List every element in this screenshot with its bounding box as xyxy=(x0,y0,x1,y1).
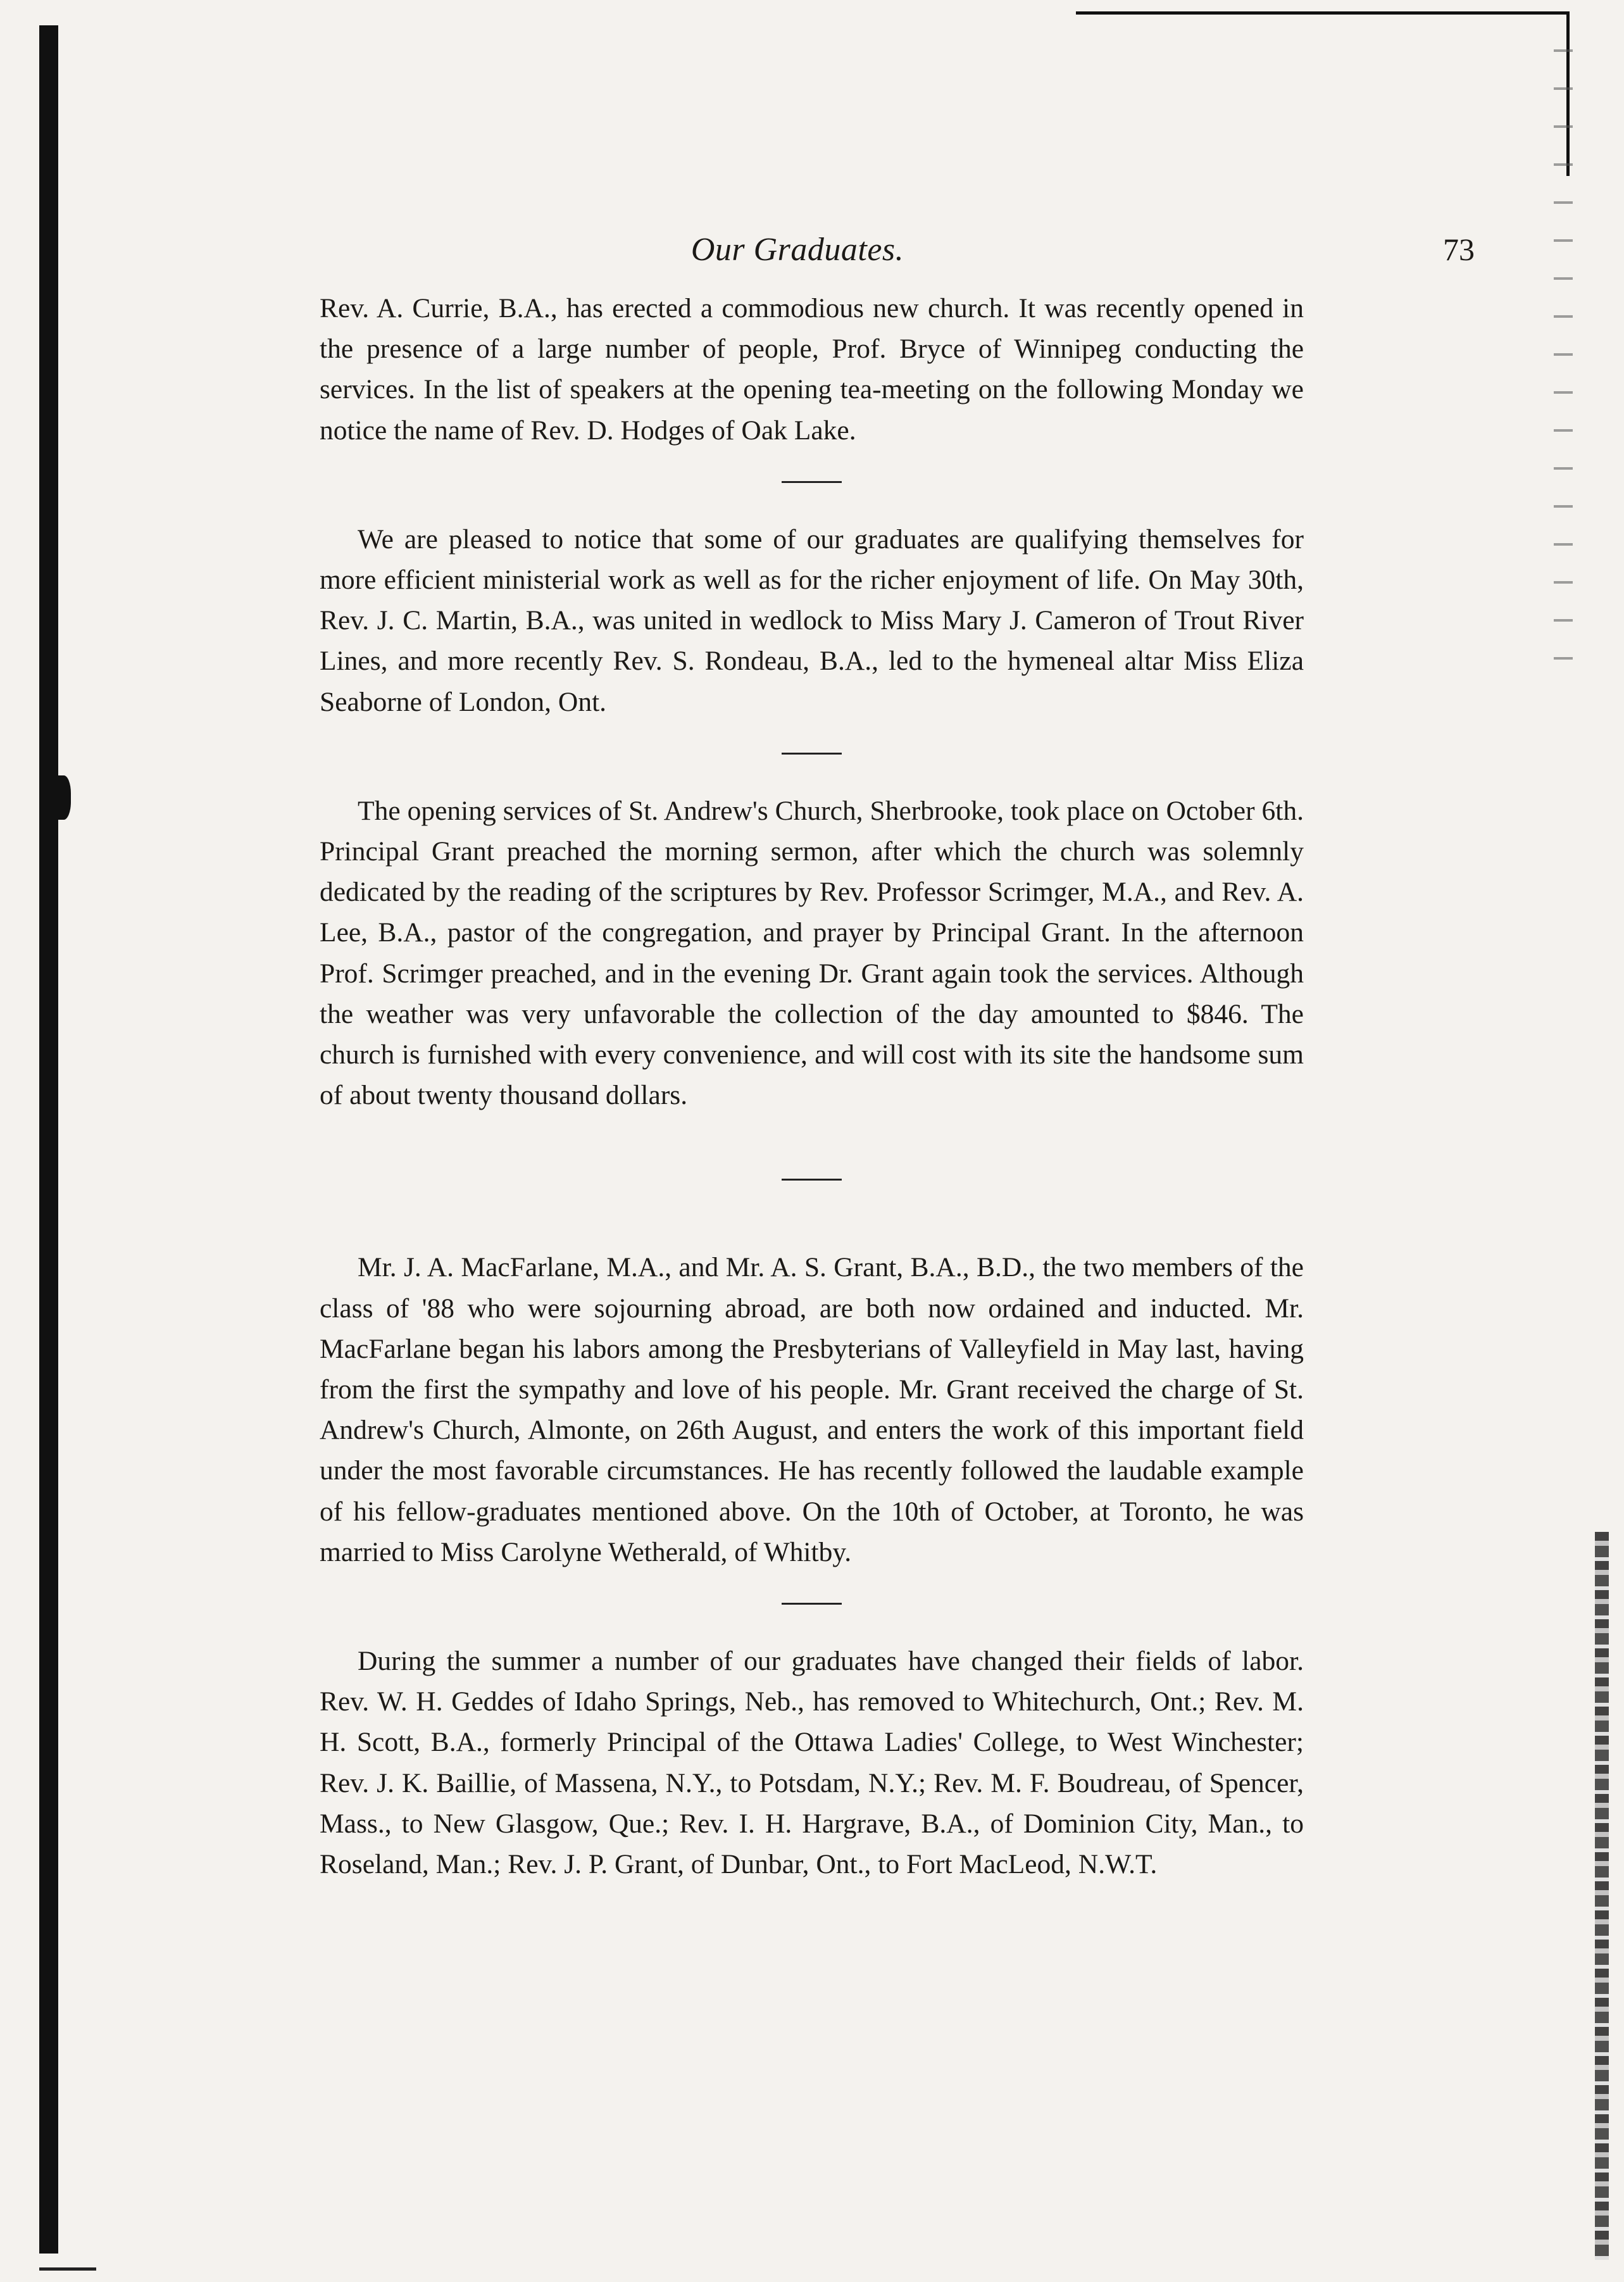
running-title: Our Graduates. xyxy=(690,232,904,268)
scan-edge-strip xyxy=(1595,1532,1609,2260)
section-divider xyxy=(782,753,842,755)
scan-edge-left xyxy=(39,25,58,2254)
paragraph-weddings: We are pleased to notice that some of our graduates are qualifying themselves for more efficient ministerial work as well as for the richer enjoyment of life. On May 30th, Rev. J. C. Martin, B.A., was united in wedlock to Miss Mary J. Cameron of Trout River Lines, and more recently Rev. S. Rondeau, B.A., led to the hymeneal altar Miss Eliza Seaborne of London, Ont. xyxy=(320,523,1304,717)
page-number: 73 xyxy=(1443,232,1475,267)
section-divider xyxy=(782,481,842,483)
scan-speckle xyxy=(1554,38,1573,671)
paragraph-sherbrooke: The opening services of St. Andrew's Church, Sherbrooke, took place on October 6th. Principal Grant preached the morning sermon, after which the church was solemnly dedicated by the reading of the scriptures by Rev. Professor Scrimger, M.A., and Rev. A. Lee, B.A., pastor of the congregation, and prayer by Principal Grant. In the afternoon Prof. Scrimger preached, and in the evening Dr. Grant again took the services. Although the weather was very unfavorable the collection of the day amounted to $846. The church is furnished with every convenience, and will cost with its site the handsome sum of about twenty thousand dollars. xyxy=(320,795,1304,1111)
scan-edge-top xyxy=(1076,11,1570,15)
scan-edge-notch xyxy=(53,775,71,820)
paragraph-macfarlane-grant: Mr. J. A. MacFarlane, M.A., and Mr. A. S. Grant, B.A., B.D., the two members of the class of '88 who were sojourning abroad, are both now ordained and inducted. Mr. MacFarlane began his labors among the Presbyterians of Valleyfield in May last, having from the first the sympathy and love of his people. Mr. Grant received the charge of St. Andrew's Church, Almonte, on 26th August, and enters the work of this important field under the most favorable circumstances. He has recently followed the laudable example of his fellow-graduates mentioned above. On the 10th of October, at Toronto, he was married to Miss Carolyne Wetherald, of Whitby. xyxy=(320,1252,1304,1567)
section-divider xyxy=(782,1603,842,1605)
scan-edge-bottom xyxy=(39,2267,96,2271)
section-divider xyxy=(782,1179,842,1181)
paragraph-changes: During the summer a number of our graduates have changed their fields of labor. Rev. W. H. Geddes of Idaho Springs, Neb., has removed to Whitechurch, Ont.; Rev. M. H. Scott, B.A., formerly Principal of the Ottawa Ladies' College, to West Winchester; Rev. J. K. Baillie, of Massena, N.Y., to Potsdam, N.Y.; Rev. M. F. Boudreau, of Spencer, Mass., to New Glasgow, Que.; Rev. I. H. Hargrave, B.A., of Dominion City, Man., to Roseland, Man.; Rev. J. P. Grant, of Dunbar, Ont., to Fort MacLeod, N.W.T. xyxy=(320,1646,1304,1880)
paragraph-currie: Rev. A. Currie, B.A., has erected a commodious new church. It was recently opened in the presence of a large number of people, Prof. Bryce of Winnipeg conducting the services. In the list of speakers at the opening tea-meeting on the following Monday we notice the name of Rev. D. Hodges of Oak Lake. xyxy=(320,293,1304,446)
article-body xyxy=(320,288,1304,1884)
page-header xyxy=(329,231,1475,275)
